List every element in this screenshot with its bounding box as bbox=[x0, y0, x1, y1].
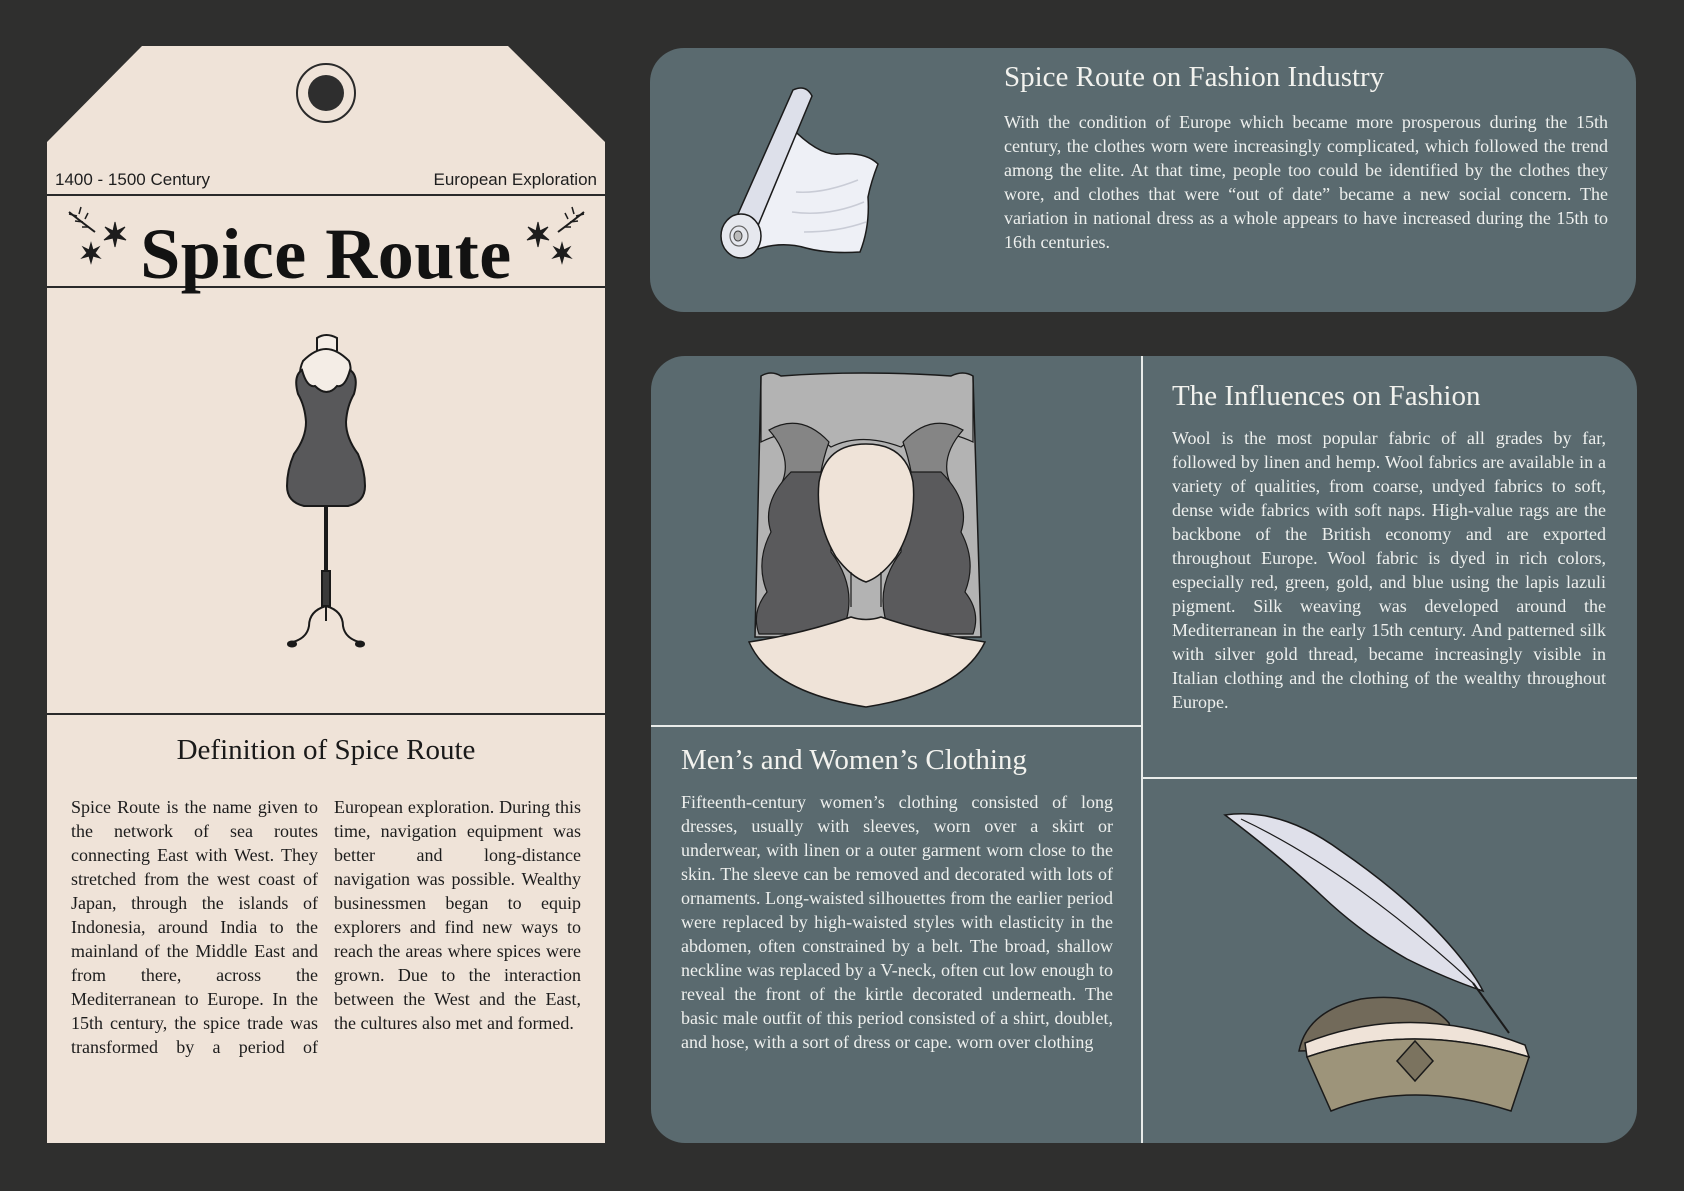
definition-text: Spice Route is the name given to the network of sea routes connecting East with West. They stretched from the west coast of Japan, through the islands of Indonesia, around India to the mainland of the Middle East and from there, across the Mediterranean to Europe. In the 15th century, the spice trade was transformed by a period of European exploration. During this time, navigation equipment was better and long-distance navigation was possible. Wealthy businessmen began to equip explorers and find new ways to reach the areas where spices were grown. Due to the interaction between the West and the East, the cultures also met and formed. bbox=[71, 797, 581, 1057]
clothing-text: Fifteenth-century women’s clothing consisted of long dresses, usually with sleeves, worn over a skirt or underwear, with linen or a outer garment worn close to the skin. The sleeve can be removed and decorated with lots of ornaments. Long-waisted silhouettes from the earlier period were replaced by high-waisted styles with elasticity in the abdomen, often constrained by a belt. The broad, shallow neckline was replaced by a V-neck, often cut low enough to reveal the front of the kirtle decorated underneath. The basic male outfit of this period consisted of a shirt, doublet, and hose, with a sort of dress or cape. worn over clothing bbox=[681, 792, 1113, 1052]
vertical-divider bbox=[1141, 356, 1143, 1143]
influences-title: The Influences on Fashion bbox=[1172, 380, 1481, 412]
headdress-woman-icon bbox=[741, 372, 1041, 712]
definition-title: Definition of Spice Route bbox=[176, 734, 476, 766]
page-title: Spice Route bbox=[140, 214, 512, 294]
right-horizontal-divider bbox=[1142, 777, 1637, 779]
feather-hat-icon bbox=[1211, 811, 1571, 1121]
category-label: European Exploration bbox=[433, 170, 597, 189]
date-range: 1400 - 1500 Century bbox=[55, 170, 210, 189]
fashion-industry-panel bbox=[650, 48, 1636, 312]
influences-text: Wool is the most popular fabric of all grades by far, followed by linen and hemp. Wool fabrics are available in a variety of qualities, from coarse, undyed fabrics to soft, dense wide fabrics with soft naps. High-value rags are the backbone of the British economy and are exported throughout Europe. Wool fabric is dyed in rich colors, especially red, green, gold, and blue using the lapis lazuli pigment. Silk weaving was developed around the Mediterranean in the early 15th century. And patterned silk with silver gold thread, became increasingly visible in Italian clothing and the clothing of the wealthy throughout Europe. bbox=[1172, 428, 1606, 712]
left-horizontal-divider bbox=[651, 725, 1142, 727]
tag-meta-row bbox=[55, 170, 597, 190]
clothing-title: Men’s and Women’s Clothing bbox=[681, 744, 1027, 776]
fashion-industry-title: Spice Route on Fashion Industry bbox=[1004, 61, 1385, 93]
fabric-roll-icon bbox=[708, 82, 948, 282]
fashion-industry-text: With the condition of Europe which became more prosperous during the 15th century, the clothes worn were increasingly complicated, which followed the trend among the elite. At that time, people too could be identified by the clothes they wore, and clothes that were “out of date” became a new social concern. The variation in national dress as a whole appears to have increased during the 15th to 16th centuries. bbox=[1004, 112, 1608, 252]
fashion-details-panel bbox=[651, 356, 1637, 1143]
spice-route-tag bbox=[47, 46, 605, 1143]
